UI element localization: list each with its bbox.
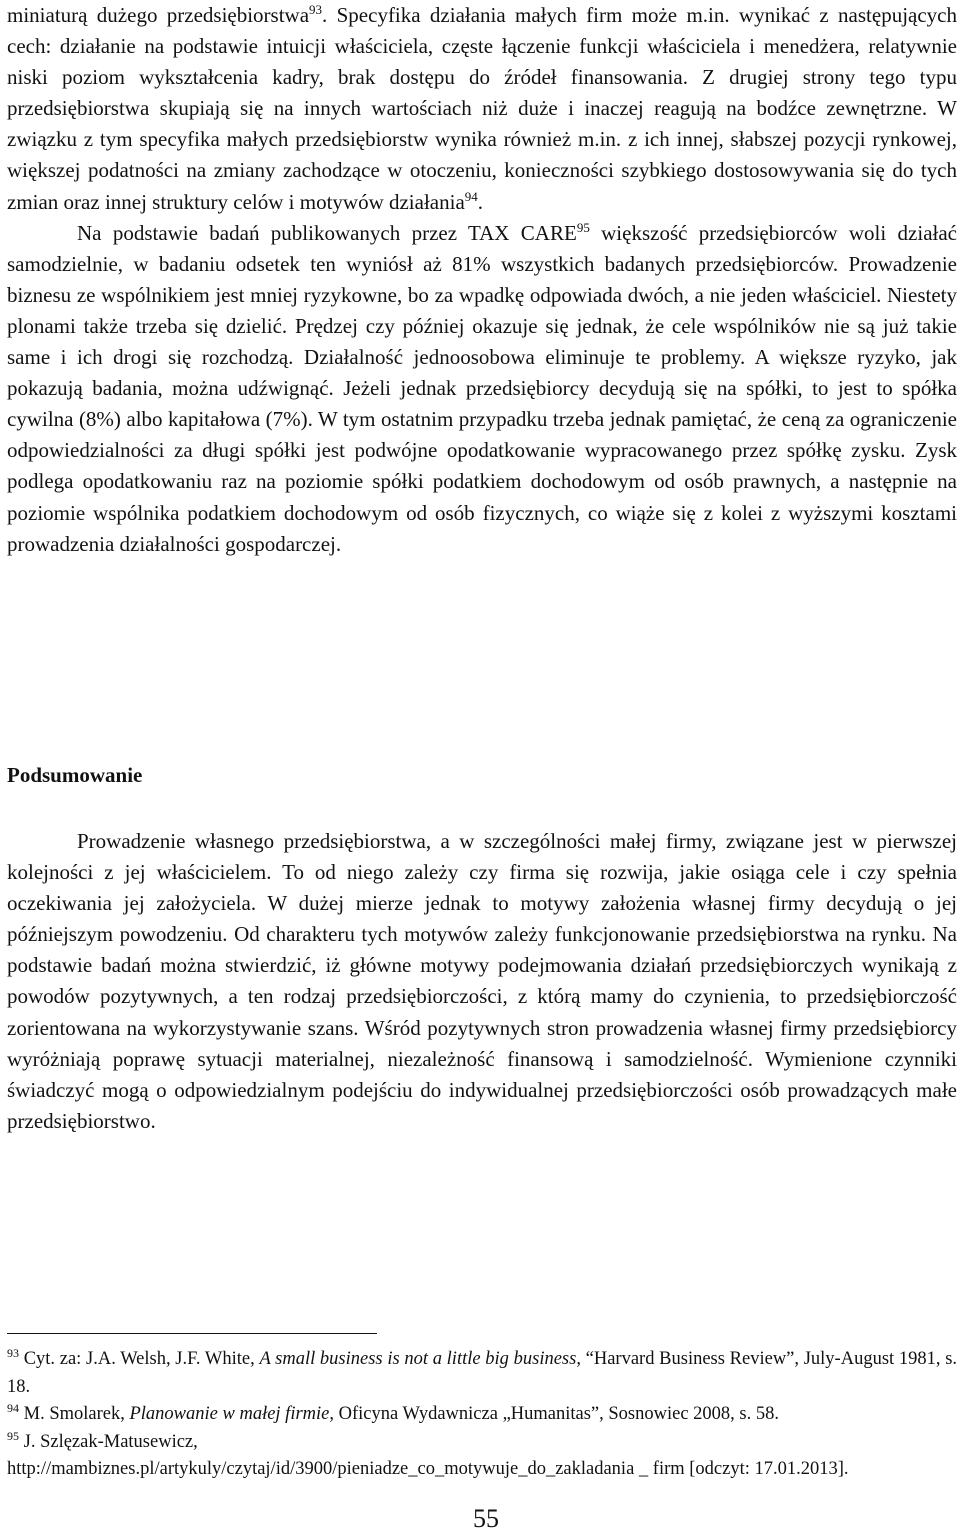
page-number: 55: [473, 1504, 499, 1533]
footnote-93: $^{93}$ Cyt. za: J.A. Welsh, J.F. White, A small business is not a little big business, “Harvard Business Review”, July-August 1981, s. 18.: [7, 1346, 958, 1397]
paragraph-summary: Prowadzenie własnego przedsiębiorstwa, a w szczególności małej firmy, związane jest w pierwszej kolejności z jej właścicielem. To od niego zależy czy firma się rozwija, jakie osiąga cele i czy spełnia oczekiwania jej założyciela. W dużej mierze jednak to motywy założenia własnej firmy decydują o jej późniejszym powodzeniu. Od charakteru tych motywów zależy funkcjonowanie przedsiębiorstwa na rynku. Na podstawie badań można stwierdzić, iż główne motywy podejmowania działań przedsiębiorczych wynikają z powodów pozytywnych, a ten rodzaj przedsiębiorczości, z którą mamy do czynienia, to przedsiębiorczość zorientowana na wykorzystywanie szans. Wśród pozytywnych stron prowadzenia własnej firmy przedsiębiorcy wyróżniają poprawę sytuacji materialnej, niezależność finansową i samodzielność. Wymienione czynniki świadczyć mogą o odpowiedzialnym podejściu do indywidualnej przedsiębiorczości osób prowadzących małe przedsiębiorstwo.: [7, 829, 957, 1133]
footnote-94: $^{94}$ M. Smolarek, Planowanie w małej firmie, Oficyna Wydawnicza „Humanitas”, Sosnowiec 2008, s. 58.: [7, 1401, 780, 1424]
footnote-95-link[interactable]: http://mambiznes.pl/artykuly/czytaj/id/3900/pieniadze_co_motywuje_do_zakladania _ firm [odczyt: 17.01.2013].: [7, 1459, 849, 1479]
body-text-block: [7, 0, 957, 560]
footnote-95: $^{95}$ J. Szlęzak-Matusewicz,: [7, 1428, 198, 1452]
paragraph-specyfika: miniaturą dużego przedsiębiorstwa$^{93}$. Specyfika działania małych firm może m.in. wynikać z następujących cech: działanie na podstawie intuicji właściciela, częste łączenie funkcji właściciela i menedżera, relatywnie niski poziom wykształcenia kadry, brak dostępu do źródeł finansowania. Z drugiej strony tego typu przedsiębiorstwa skupiają się na innych wartościach niż duże i inaczej reagują na bodźce zewnętrzne. W związku z tym specyfika małych przedsiębiorstw wynika również m.in. z ich innej, słabszej pozycji rynkowej, większej podatności na zmiany zachodzące w otoczeniu, konieczności szybkiego dostosowywania się do tych zmian oraz innej struktury celów i motywów działania$^{94}$.: [7, 2, 957, 214]
footnote-ref-95[interactable]: 95: [576, 219, 590, 235]
footnote-ref-94[interactable]: 94: [464, 188, 478, 204]
footnotes: [7, 1346, 957, 1484]
footnote-separator: [7, 1333, 377, 1334]
paragraph-tax-care: Na podstawie badań publikowanych przez TAX CARE$^{95}$ większość przedsiębiorców woli działać samodzielnie, w badaniu odsetek ten wyniósł aż 81% wszystkich badanych przedsiębiorców. Prowadzenie biznesu ze wspólnikiem jest mniej ryzykowne, bo za wpadkę odpowiada dwóch, a nie jeden właściciel. Niestety plonami także trzeba się dzielić. Prędzej czy później okazuje się jednak, że cele wspólników nie są już takie same i ich drogi się rozchodzą. Działalność jednoosobowa eliminuje te problemy. A większe ryzyko, jak pokazują badania, można udźwignąć. Jeżeli jednak przedsiębiorcy decydują się na spółki, to jest to spółka cywilna (8%) albo kapitałowa (7%). W tym ostatnim przypadku trzeba jednak pamiętać, że ceną za ograniczenie odpowiedzialności za długi spółki jest podwójne opodatkowanie wypracowanego przez spółkę zysku. Zysk podlega opodatkowaniu raz na poziomie spółki podatkiem dochodowym od osób prawnych, a następnie na poziomie wspólnika podatkiem dochodowym od osób fizycznych, co wiąże się z kolei z wyższymi kosztami prowadzenia działalności gospodarczej.: [7, 219, 958, 556]
summary-block: [7, 826, 957, 1137]
section-heading: Podsumowanie: [7, 763, 143, 787]
footnote-ref-93[interactable]: 93: [309, 2, 323, 17]
